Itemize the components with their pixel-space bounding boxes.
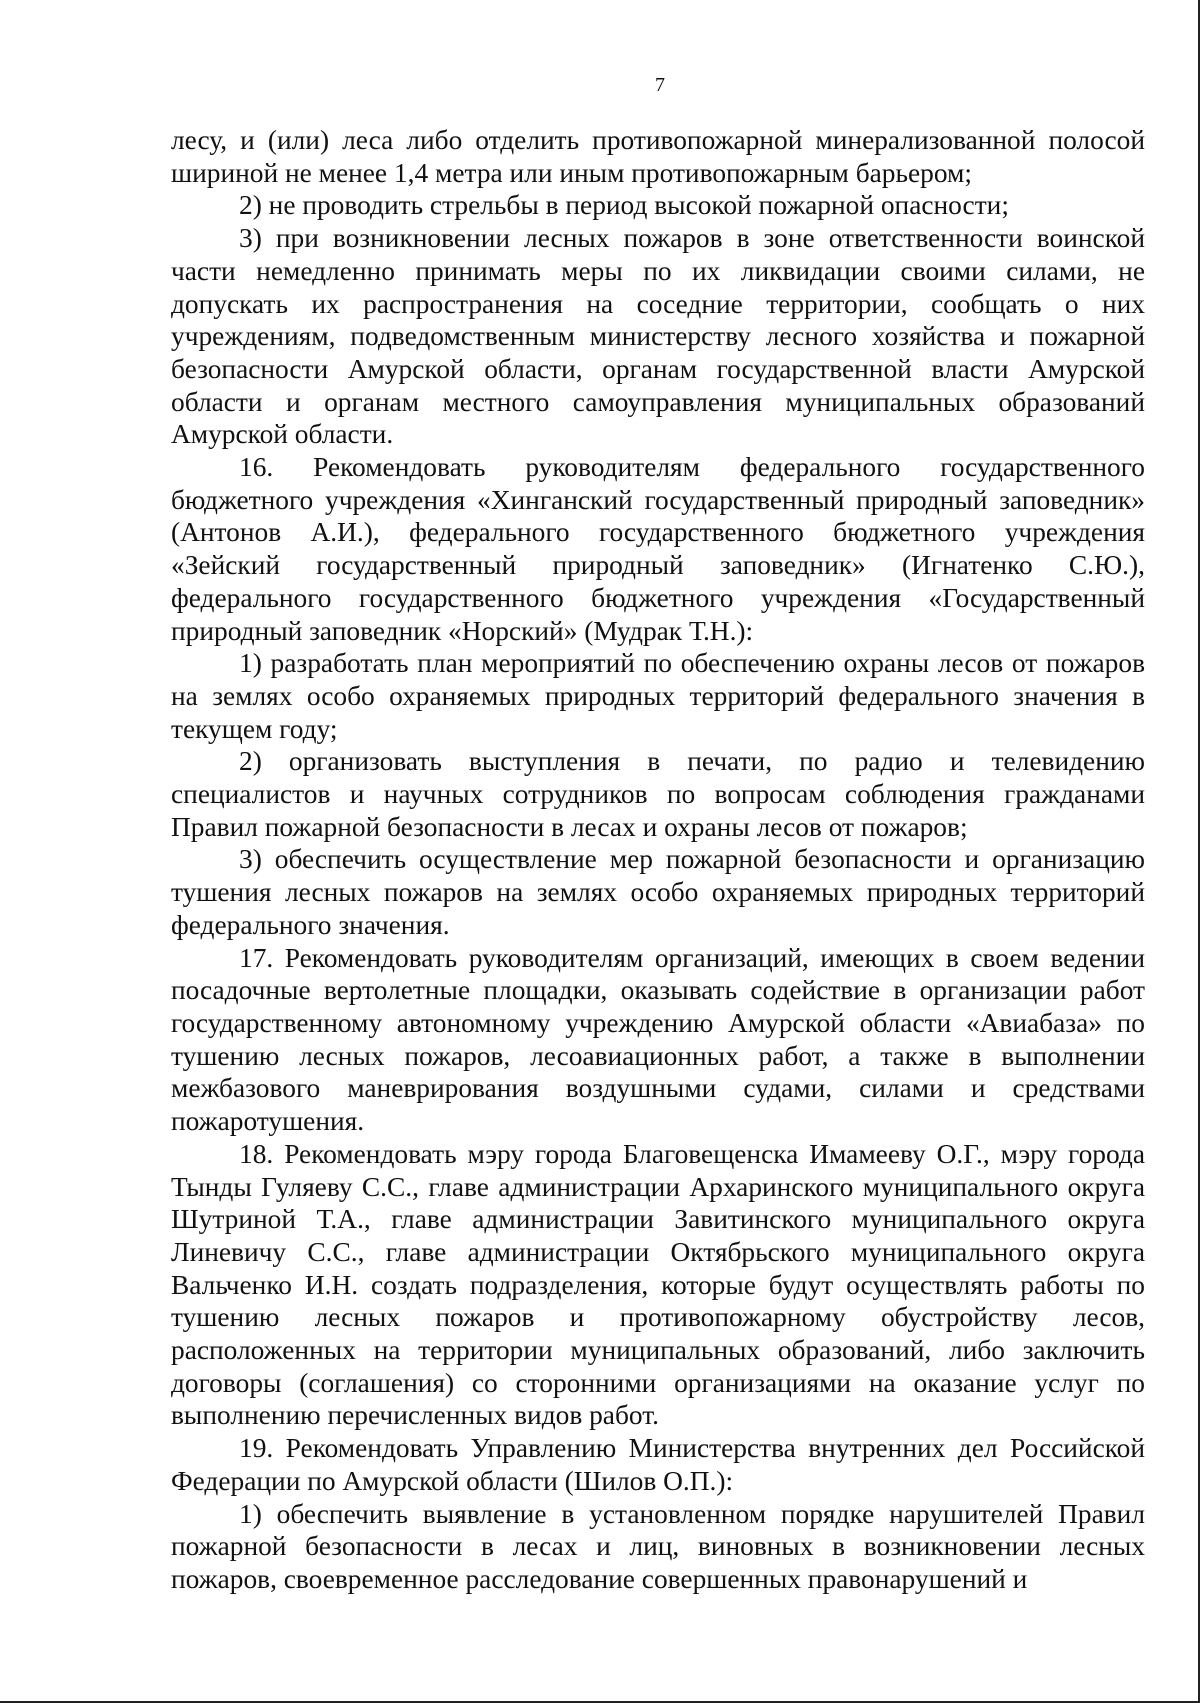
paragraph-section-16: 16. Рекомендовать руководителям федерального государственного бюджетного учреждения «Хинганский государственный природный заповедник» (Антонов А.И.), федерального государственного бюджетного учреждения «Зейский государственный природный заповедник» (Игнатенко С.Ю.), федерального государственного бюджетного учреждения «Государственный природный заповедник «Норский» (Мудрак Т.Н.): xyxy=(171,452,1145,646)
paragraph-19-item-1: 1) обеспечить выявление в установленном порядке нарушителей Правил пожарной безопасности в лесах и лиц, виновных в возникновении лесных пожаров, своевременное расследование совершенных правонарушений и xyxy=(171,1498,1145,1594)
paragraph-continuation: лесу, и (или) леса либо отделить противопожарной минерализованной полосой шириной не менее 1,4 метра или иным противопожарным барьером; xyxy=(171,125,1145,188)
paragraph-item-2: 2) не проводить стрельбы в период высокой пожарной опасности; xyxy=(239,190,1009,221)
paragraph-16-item-3: 3) обеспечить осуществление мер пожарной безопасности и организацию тушения лесных пожаров на землях особо охраняемых природных территорий федерального значения. xyxy=(171,844,1145,940)
paragraph-16-item-1: 1) разработать план мероприятий по обеспечению охраны лесов от пожаров на землях особо охраняемых природных территорий федерального значения в текущем году; xyxy=(171,648,1145,744)
paragraph-section-19: 19. Рекомендовать Управлению Министерства внутренних дел Российской Федерации по Амурской области (Шилов О.П.): xyxy=(171,1433,1145,1496)
paragraph-section-17: 17. Рекомендовать руководителям организаций, имеющих в своем ведении посадочные вертолетные площадки, оказывать содействие в организации работ государственному автономному учреждению Амурской области «Авиабаза» по тушению лесных пожаров, лесоавиационных работ, а также в выполнении межбазового маневрирования воздушными судами, силами и средствами пожаротушения. xyxy=(171,942,1145,1137)
page-number: 7 xyxy=(655,74,665,96)
paragraph-item-3: 3) при возникновении лесных пожаров в зоне ответственности воинской части немедленно принимать меры по их ликвидации своими силами, не допускать их распространения на соседние территории, сообщать о них учреждениям, подведомственным министерству лесного хозяйства и пожарной безопасности Амурской области, органам государственной власти Амурской области и органам местного самоуправления муниципальных образований Амурской области. xyxy=(171,223,1145,450)
document-body xyxy=(171,124,1145,1596)
paragraph-section-18: 18. Рекомендовать мэру города Благовещенска Имамееву О.Г., мэру города Тынды Гуляеву С.С., главе администрации Архаринского муниципального округа Шутриной Т.А., главе администрации Завитинского муниципального округа Линевичу С.С., главе администрации Октябрьского муниципального округа Вальченко И.Н. создать подразделения, которые будут осуществлять работы по тушению лесных пожаров и противопожарному обустройству лесов, расположенных на территории муниципальных образований, либо заключить договоры (соглашения) со сторонними организациями на оказание услуг по выполнению перечисленных видов работ. xyxy=(171,1138,1145,1431)
paragraph-16-item-2: 2) организовать выступления в печати, по радио и телевидению специалистов и научных сотрудников по вопросам соблюдения гражданами Правил пожарной безопасности в лесах и охраны лесов от пожаров; xyxy=(171,746,1145,842)
